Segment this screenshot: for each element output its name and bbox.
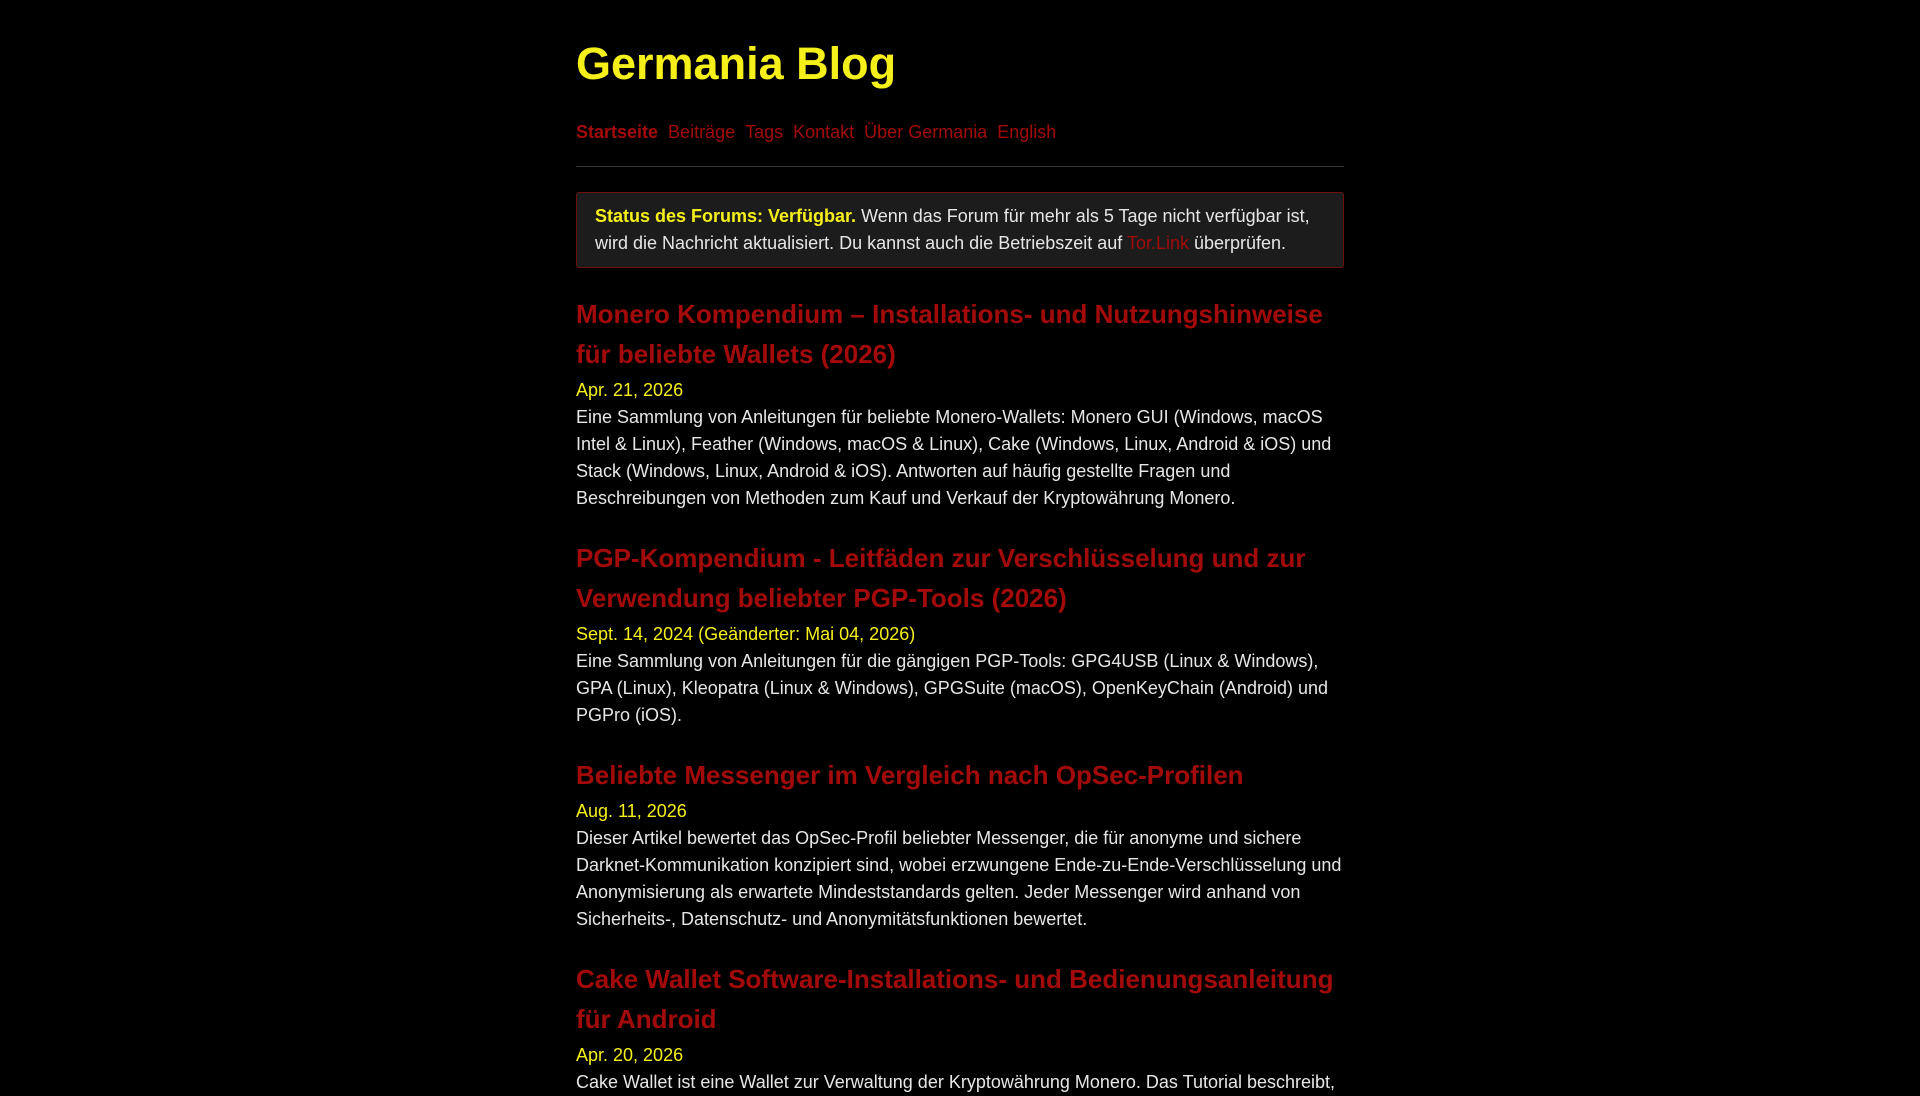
- nav-item-startseite[interactable]: Startseite: [576, 122, 659, 142]
- post-date: Apr. 20, 2026: [576, 1045, 684, 1065]
- post-item: [576, 959, 1344, 1096]
- forum-status-notice: [576, 192, 1344, 268]
- nav-divider: [576, 166, 1344, 167]
- nav-item-kontakt[interactable]: Kontakt: [793, 122, 855, 142]
- notice-text-after-link: überprüfen.: [1188, 233, 1287, 253]
- post-date: Sept. 14, 2024 (Geänderter: Mai 04, 2026): [576, 624, 916, 644]
- post-item: [576, 538, 1344, 729]
- post-title-link[interactable]: Cake Wallet Software-Installations- und Bedienungsanleitung für Android: [576, 964, 1334, 1034]
- post-excerpt: Cake Wallet ist eine Wallet zur Verwaltung der Kryptowährung Monero. Das Tutorial beschreibt,: [576, 1072, 1336, 1092]
- nav-item-tags[interactable]: Tags: [745, 122, 784, 142]
- post-item: [576, 755, 1344, 933]
- tor-link[interactable]: Tor.Link: [1126, 233, 1189, 253]
- post-item: [576, 294, 1344, 512]
- post-excerpt: Dieser Artikel bewertet das OpSec-Profil beliebter Messenger, die für anonyme und sichere Darknet-Kommunikation konzipiert sind, wobei erzwungene Ende-zu-Ende-Verschlüsselung und Anonymisierung als erwartete Mindeststandards gelten. Jeder Messenger wird anhand von Sicherheits-, Datenschutz- und Anonymitätsfunktionen bewertet.: [576, 828, 1342, 929]
- post-date: Aug. 11, 2026: [576, 801, 687, 821]
- post-excerpt: Eine Sammlung von Anleitungen für die gängigen PGP-Tools: GPG4USB (Linux & Windows), GPA (Linux), Kleopatra (Linux & Windows), GPGSuite (macOS), OpenKeyChain (Android) und PGPro (iOS).: [576, 651, 1328, 725]
- post-title-link[interactable]: PGP-Kompendium - Leitfäden zur Verschlüsselung und zur Verwendung beliebter PGP-Tools (2026): [576, 543, 1306, 613]
- main-nav: [576, 120, 1344, 144]
- nav-item-english[interactable]: English: [997, 122, 1057, 142]
- page-container: [576, 0, 1344, 1096]
- forum-status-label: Status des Forums: Verfügbar.: [595, 206, 857, 226]
- post-date: Apr. 21, 2026: [576, 380, 684, 400]
- post-title-link[interactable]: Monero Kompendium – Installations- und Nutzungshinweise für beliebte Wallets (2026): [576, 299, 1323, 369]
- post-title-link[interactable]: Beliebte Messenger im Vergleich nach OpSec-Profilen: [576, 760, 1244, 790]
- site-title[interactable]: Germania Blog: [576, 38, 897, 89]
- nav-item-ueber-germania[interactable]: Über Germania: [864, 122, 988, 142]
- post-excerpt: Eine Sammlung von Anleitungen für beliebte Monero-Wallets: Monero GUI (Windows, macOS Intel & Linux), Feather (Windows, macOS & Linux), Cake (Windows, Linux, Android & iOS) und Stack (Windows, Linux, Android & iOS). Antworten auf häufig gestellte Fragen und Beschreibungen von Methoden zum Kauf und Verkauf der Kryptowährung Monero.: [576, 407, 1332, 508]
- nav-item-beitraege[interactable]: Beiträge: [668, 122, 736, 142]
- notice-text-before-link: Wenn das Forum für mehr als 5 Tage nicht verfügbar ist, wird die Nachricht aktualisiert. Du kannst auch die Betriebszeit auf: [595, 206, 1310, 253]
